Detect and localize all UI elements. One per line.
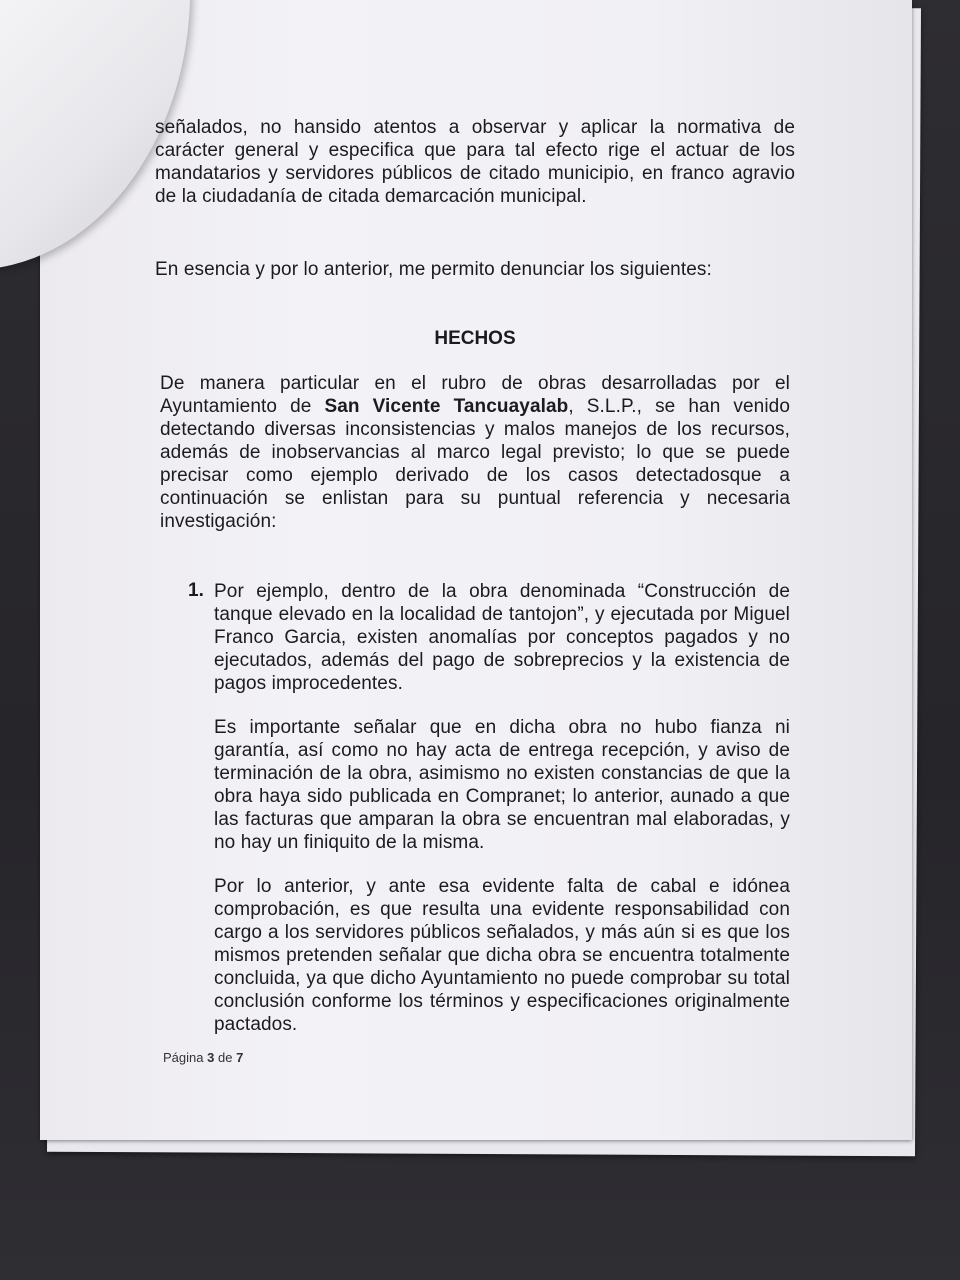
municipality-name: San Vicente Tancuayalab [324,396,569,417]
page-of: de [217,1050,233,1065]
denounce-paragraph: En esencia y por lo anterior, me permito denunciar los siguientes: [155,259,712,280]
page-label: Página [163,1050,204,1065]
page-total: 7 [236,1050,244,1065]
section-heading: HECHOS [434,328,516,349]
intro-paragraph: señalados, no hansido atentos a observar y aplicar la normativa de carácter general y especifica que para tal efecto rige el actuar de los mandatarios y servidores públicos de citado municipio, en franco agravio de la ciudadanía de citada demarcación municipal. [155,117,795,207]
list-item-paragraph-3: Por lo anterior, y ante esa evidente falta de cabal e idónea comprobación, es que resulta una evidente responsabilidad con cargo a los servidores públicos señalados, y más aún si es que los mismos pretenden señalar que dicha obra se encuentra totalmente concluida, ya que dicho Ayuntamiento no puede comprobar su total conclusión conforme los términos y especificaciones originalmente pactados. [214,876,790,1035]
facts-text-before: De manera particular en el rubro de obras desarrolladas por el Ayuntamiento de [160,373,790,417]
facts-paragraph [160,372,790,533]
page-footer [163,1050,243,1065]
list-item-paragraph-2: Es importante señalar que en dicha obra no hubo fianza ni garantía, así como no hay acta de entrega recepción, y aviso de terminación de la obra, asimismo no existen constancias de que la obra haya sido publicada en Compranet; lo anterior, aunado a que las facturas que amparan la obra se encuentran mal elaboradas, y no hay un finiquito de la misma. [214,717,790,853]
page-current: 3 [207,1050,215,1065]
list-item-text: Por ejemplo, dentro de la obra denominada “Construcción de tanque elevado en la localidad de tantojon”, y ejecutada por Miguel Franco Garcia, existen anomalías por conceptos pagados y no ejecutados, además del pago de sobreprecios y la existencia de pagos improcedentes. [214,581,790,694]
list-item-number: 1. [188,580,204,601]
facts-text-after: , S.L.P., se han venido detectando diversas inconsistencias y malos manejos de los recursos, además de inobservancias al marco legal previsto; lo que se puede precisar como ejemplo derivado de los casos detectadosque a continuación se enlistan para su puntual referencia y necesaria investigación: [160,396,790,532]
